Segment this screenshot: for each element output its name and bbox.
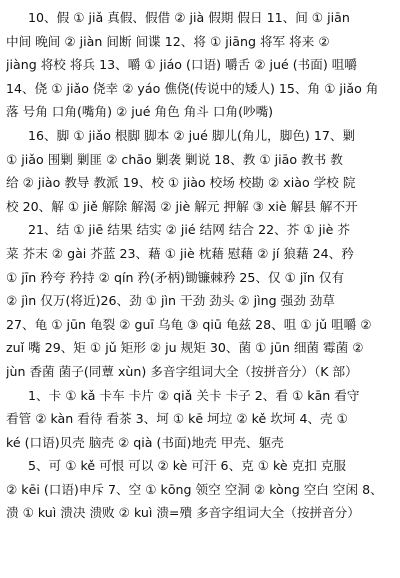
text-line: 1、卡 ① kǎ 卡车 卡片 ② qiǎ 关卡 卡子 2、看 ① kān 看守	[28, 387, 360, 403]
text-line: ké (口语)贝壳 脑壳 ② qià (书面)地壳 甲壳、躯壳	[6, 434, 284, 450]
text-line: 给 ② jiào 教导 教派 19、校 ① jiào 校场 校勘 ② xiào 学校 院	[6, 175, 356, 191]
text-line: 溃 ① kuì 溃决 溃败 ② kuì 溃=殨 多音字组词大全（按拼音分）	[6, 505, 360, 521]
text-line: ① jiǎo 围剿 剿匪 ② chāo 剿袭 剿说 18、教 ① jiāo 教书 教	[6, 151, 343, 167]
text-line: ② jìn 仅万(将近)26、劲 ① jìn 干劲 劲头 ② jìng 强劲 劲草	[6, 293, 335, 309]
text-line: jiàng 将校 将兵 13、嚼 ① jiáo (口语) 嚼舌 ② jué (书面) 咀嚼	[6, 57, 357, 73]
text-line: 落 号角 口角(嘴角) ② jué 角色 角斗 口角(吵嘴)	[6, 104, 274, 120]
section-heading-line: jùn 香菌 菌子(同蕈 xùn) 多音字组词大全（按拼音分）（K 部）	[6, 363, 358, 379]
text-line: ② kēi (口语)申斥 7、空 ① kōng 领空 空洞 ② kòng 空白 空闲 8、	[6, 481, 383, 497]
text-line: zuǐ 嘴 29、矩 ① jǔ 矩形 ② ju 规矩 30、菌 ① jūn 细菌 霉菌 ②	[6, 340, 364, 356]
text-line: 14、侥 ① jiǎo 侥幸 ② yáo 僬侥(传说中的矮人) 15、角 ① jiǎo 角	[6, 80, 379, 96]
text-line: 5、可 ① kě 可恨 可以 ② kè 可汗 6、克 ① kè 克扣 克服	[28, 458, 347, 474]
text-line: 10、假 ① jiǎ 真假、假借 ② jià 假期 假日 11、间 ① jiān	[28, 10, 350, 25]
text-line: ① jīn 矜夸 矜持 ② qín 矜(矛柄)锄镰棘矜 25、仅 ① jǐn 仅有	[6, 269, 345, 285]
text-line: 校 20、解 ① jiě 解除 解渴 ② jiè 解元 押解 ③ xiè 解县 解不开	[6, 198, 358, 214]
text-line: 看管 ② kàn 看待 看茶 3、坷 ① kē 坷垃 ② kě 坎坷 4、壳 ①	[6, 411, 348, 427]
text-line: 21、结 ① jiē 结果 结实 ② jié 结网 结合 22、芥 ① jiè 芥	[28, 222, 350, 238]
text-line: 菜 芥末 ② gài 芥蓝 23、藉 ① jiè 枕藉 慰藉 ② jí 狼藉 24、矜	[6, 245, 354, 261]
text-line: 27、龟 ① jūn 龟裂 ② guī 乌龟 ③ qiū 龟兹 28、咀 ① jǔ 咀嚼 ②	[6, 316, 372, 332]
text-line: 16、脚 ① jiǎo 根脚 脚本 ② jué 脚儿(角儿，脚色) 17、剿	[28, 127, 356, 143]
text-line: 中间 晚间 ② jiàn 间断 间谍 12、将 ① jiāng 将军 将来 ②	[6, 33, 330, 49]
